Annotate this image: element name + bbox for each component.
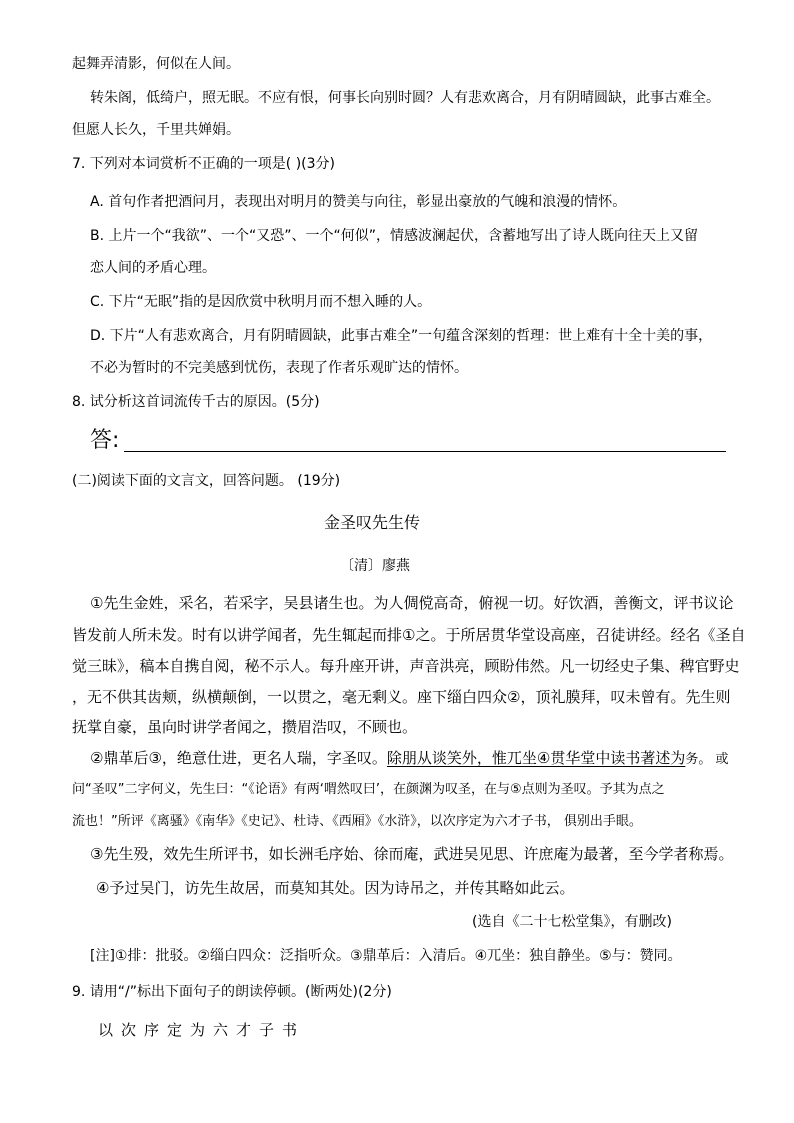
passage-source: (选自《二十七松堂集》，有删改) xyxy=(472,914,672,930)
question-7-option-a: A. 首句作者把酒问月，表现出对明月的赞美与向往，彰显出豪放的气魄和浪漫的情怀。 xyxy=(90,194,627,210)
passage-p3: ③先生殁，效先生所评书，如长洲毛序始、徐而庵，武进吴见思、许庶庵为最著，至今学者称焉。 xyxy=(90,845,734,863)
passage-p2-line1-end: 务。 或 xyxy=(685,752,729,767)
question-7-option-c: C. 下片“无眠”指的是因欣赏中秋明月而不想入睡的人。 xyxy=(90,294,432,310)
question-9-stem: 9. 请用“/”标出下面句子的朗读停顿。(断两处)(2分) xyxy=(72,984,392,1000)
passage-p2-line3: 流也！”所评《离骚》《南华》《史记》、杜诗、《西厢》《水浒》，以次序定为六才子书， 俱别出手眼。 xyxy=(72,814,642,829)
poem-line-3: 但愿人长久，千里共婵娟。 xyxy=(72,122,240,138)
question-8-stem: 8. 试分析这首词流传千古的原因。(5分) xyxy=(72,394,320,410)
question-7-option-d-line1: D. 下片“人有悲欢离合，月有阴晴圆缺，此事古难全”一句蕴含深刻的哲理：世上难有十全十美的事， xyxy=(90,328,713,344)
passage-author: 〔清〕廖燕 xyxy=(340,558,410,574)
passage-p2-line1 xyxy=(90,749,729,769)
poem-line-1: 起舞弄清影，何似在人间。 xyxy=(72,56,240,72)
annotation-notes: [注]①排：批驳。②缁白四众：泛指听众。③鼎革后：入清后。④兀坐：独自静坐。⑤与：赞同。 xyxy=(90,948,682,964)
answer-label: 答: xyxy=(90,428,120,453)
passage-p2-line1-start: ②鼎革后③，绝意仕进，更名人瑞，字圣叹。 xyxy=(90,749,387,767)
section-heading: (二)阅读下面的文言文，回答问题。 (19分) xyxy=(72,473,341,489)
passage-p2-line2: 问“圣叹”二字何义，先生曰：“《论语》有两‘喟然叹曰’，在颜渊为叹圣，在与⑤点则为圣叹。予其为点之 xyxy=(72,782,665,797)
passage-p1-line1: ①先生金姓，采名，若采字，吴县诸生也。为人倜傥高奇，俯视一切。好饮酒，善衡文，评书议论 xyxy=(90,594,734,612)
question-7-option-d-line2: 不必为暂时的不完美感到忧伤，表现了作者乐观旷达的情怀。 xyxy=(90,360,468,376)
passage-p1-line5: 抚掌自豪，虽向时讲学者闻之，攒眉浩叹，不顾也。 xyxy=(72,718,418,736)
passage-p1-line2: 皆发前人所未发。时有以讲学闻者，先生辄起而排①之。于所居贯华堂设高座，召徒讲经。经名《圣自 xyxy=(72,626,746,644)
underlined-sentence: 除朋从谈笑外，惟兀坐④贯华堂中读书著述为 xyxy=(386,749,686,767)
passage-p1-line3: 觉三昧》，稿本自携自阅，秘不示人。每升座开讲，声音洪亮，顾盼伟然。凡一切经史子集、稗官野史 xyxy=(72,657,740,675)
question-7-option-b-line1: B. 上片一个“我欲”、一个“又恐”、一个“何似”，情感波澜起伏，含蓄地写出了诗人既向往天上又留 xyxy=(90,228,699,244)
poem-line-2: 转朱阁，低绮户，照无眠。不应有恨，何事长向别时圆？人有悲欢离合，月有阴晴圆缺，此事古难全。 xyxy=(90,90,720,106)
question-7-stem: 7. 下列对本词赏析不正确的一项是( )(3分) xyxy=(72,156,336,172)
passage-p1-line4: ，无不供其齿颊，纵横颠倒，一以贯之，毫无剩义。座下缁白四众②，顶礼膜拜，叹未曾有。先生则 xyxy=(72,688,731,706)
passage-p4: ④予过吴门，访先生故居，而莫知其处。因为诗吊之，并传其略如此云。 xyxy=(96,879,575,897)
question-7-option-b-line2: 恋人间的矛盾心理。 xyxy=(90,260,216,276)
question-9-sentence[interactable]: 以次序定为六才子书 xyxy=(98,1021,306,1039)
passage-title: 金圣叹先生传 xyxy=(324,513,421,532)
answer-line[interactable] xyxy=(124,451,726,452)
